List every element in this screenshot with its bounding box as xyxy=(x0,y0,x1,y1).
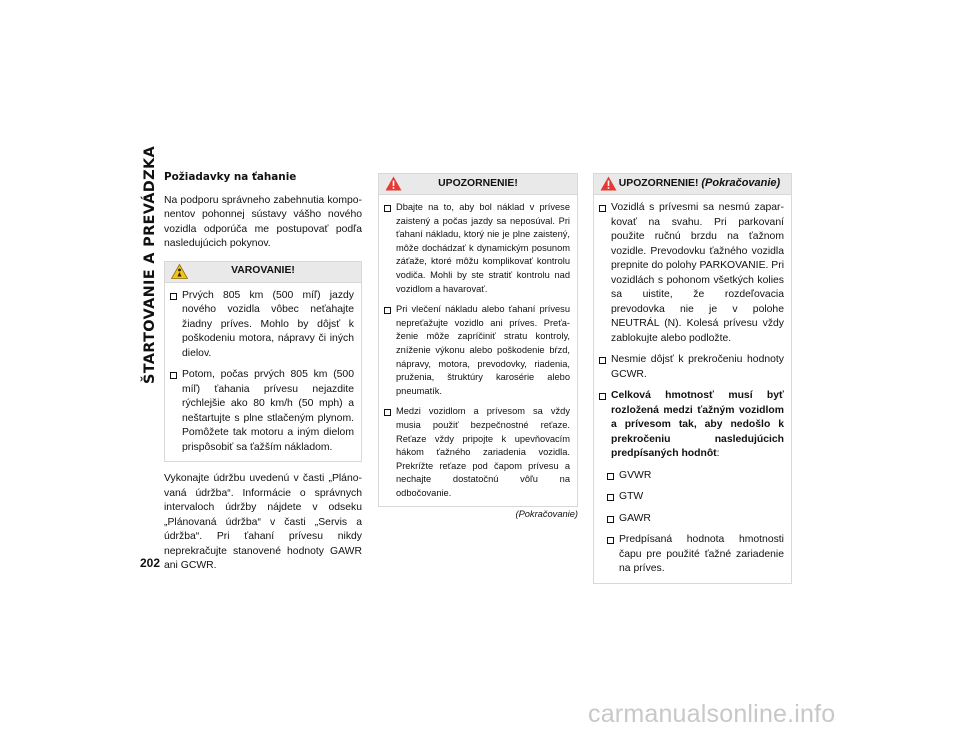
caution-item: Dbajte na to, aby bol náklad v prívese zaistený a počas jazdy sa neposúval. Pri ťahaní nákladu, ktorý nie je plne zaistený, môže dochádzať k dynamickým posunom záťaže, ktoré môžu komplikovať kontrolu vodiča. Mohli by ste stratiť kontrolu nad vozidlom a havarovať. xyxy=(384,201,570,296)
column-1 xyxy=(164,170,362,574)
column-3 xyxy=(593,173,792,584)
caution-box-title: UPOZORNENIE! xyxy=(438,178,518,190)
caution-box-body xyxy=(379,195,577,506)
section-title-vertical: ŠTARTOVANIE A PREVÁDZKA xyxy=(142,145,158,385)
warning-box-title: VAROVANIE! xyxy=(231,265,295,277)
warning-item: Potom, počas prvých 805 km (500 míľ) ťahania prívesu nejazdite rýchlejšie ako 80 km/h (50 mph) a neštartujte s plne stlačeným plynom. Pomôžete tak motoru a iným dielom prispôsobiť sa ťažším nákladom. xyxy=(170,368,354,455)
warning-person-icon xyxy=(171,264,188,285)
watermark-text: carmanualsonline.info xyxy=(588,700,836,728)
caution-subitem: Predpísaná hodnota hmotnosti čapu pre použité ťažné zariadenie na príves. xyxy=(607,533,784,577)
checkbox-square-icon xyxy=(170,372,177,379)
warning-box xyxy=(164,261,362,463)
checkbox-square-icon xyxy=(607,494,614,501)
continued-label: (Pokračovanie) xyxy=(515,509,578,520)
warning-triangle-icon xyxy=(600,176,617,197)
caution-subitem: GAWR xyxy=(607,512,784,527)
column-2 xyxy=(378,173,578,519)
intro-paragraph: Na podporu správneho zabehnutia komponentov pohonnej sústavy vášho nového vozidla odporúča me postupovať podľa nasledujúcich pokynov. xyxy=(164,194,362,249)
caution-continued-body xyxy=(594,195,791,583)
caution-item: Nesmie dôjsť k prekročeniu hodnoty GCWR. xyxy=(599,353,784,382)
caution-continued-box xyxy=(593,173,792,584)
checkbox-square-icon xyxy=(599,205,606,212)
caution-subitem: GVWR xyxy=(607,469,784,484)
checkbox-square-icon xyxy=(607,473,614,480)
section-heading: Požiadavky na ťahanie xyxy=(164,171,297,183)
caution-continued-suffix: (Pokračovanie) xyxy=(701,177,781,190)
caution-box-header xyxy=(379,174,577,195)
outro-paragraph: Vykonajte údržbu uvedenú v časti „Plánovaná údržba“. Informácie o správnych intervaloch údržby nájdete v odseku „Plánovaná údržba“ v časti „Servis a údržba“. Pri ťahaní prívesu nikdy neprekračujte stanovené hodnoty GAWR ani GCWR. xyxy=(164,473,362,571)
warning-box-header xyxy=(165,262,361,283)
caution-item: Celková hmotnosť musí byť rozložená medzi ťažným vozidlom a prívesom tak, aby nedošlo k prekročeniu nasledujúcich predpísaných hodnôt: xyxy=(599,389,784,462)
checkbox-square-icon xyxy=(599,393,606,400)
page-number: 202 xyxy=(140,556,161,570)
caution-item: Medzi vozidlom a prívesom sa vždy musia použiť bezpečnostné reťaze. Reťaze vždy pripojte k upevňovacím hákom ťažného zariadenia vozidla. Prekrížte reťaze pod čapom prívesu a nechajte dostatočnú vôľu na odbočovanie. xyxy=(384,405,570,500)
caution-box xyxy=(378,173,578,507)
caution-continued-header xyxy=(594,174,791,195)
caution-item: Pri vlečení nákladu alebo ťahaní prívesu nepreťažujte vozidlo ani príves. Preťaženie môže zapríčiniť stratu kontroly, zníženie výkonu alebo poškodenie bŕzd, nápravy, motora, prevodovky, riadenia, pruženia, štruktúry karosérie alebo pneumatík. xyxy=(384,303,570,398)
section-side-tab xyxy=(138,145,162,385)
warning-box-body xyxy=(165,283,361,462)
checkbox-square-icon xyxy=(607,516,614,523)
checkbox-square-icon xyxy=(384,205,391,212)
caution-subitem: GTW xyxy=(607,490,784,505)
checkbox-square-icon xyxy=(384,409,391,416)
checkbox-square-icon xyxy=(599,357,606,364)
checkbox-square-icon xyxy=(170,293,177,300)
warning-item: Prvých 805 km (500 míľ) jazdy nového vozidla vôbec neťahajte žiadny príves. Mohlo by dôjsť k poškodeniu motora, nápravy či iných dielov. xyxy=(170,289,354,362)
checkbox-square-icon xyxy=(607,537,614,544)
checkbox-square-icon xyxy=(384,307,391,314)
warning-triangle-icon xyxy=(385,176,402,196)
caution-continued-title: UPOZORNENIE! xyxy=(618,178,699,190)
caution-item: Vozidlá s prívesmi sa nesmú zaparkovať na svahu. Pri parkovaní použite ručnú brzdu na ťažnom vozidle. Prevodovku ťažného vozidla prepnite do polohy PARKOVANIE. Pri vozidlách s pohonom všetkých kolies sa uistite, že rozdeľovacia prevodovka nie je v polohe NEUTRÁL (N). Kolesá prívesu vždy zablokujte alebo podložte. xyxy=(599,201,784,346)
